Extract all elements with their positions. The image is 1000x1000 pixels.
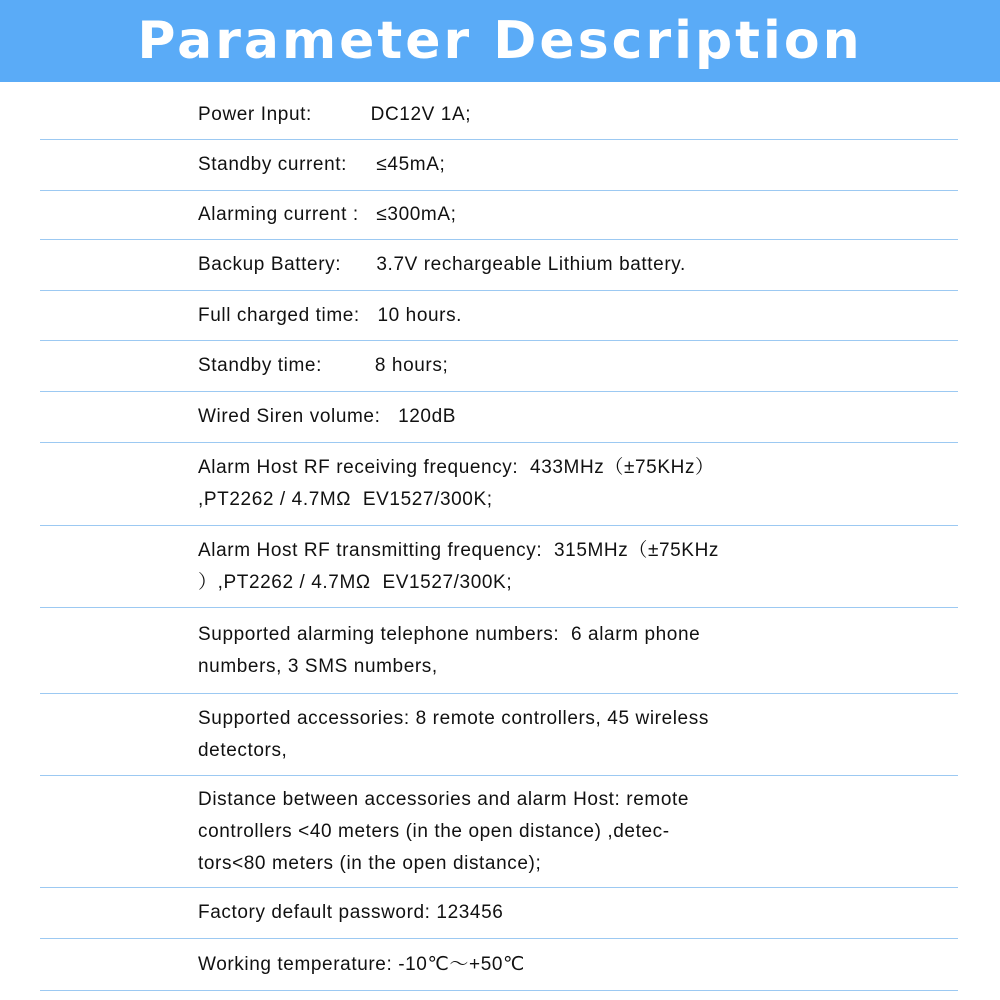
- param-row-standby-current: [40, 140, 958, 191]
- param-row-power-input: [40, 82, 958, 140]
- param-row-telephone-numbers: [40, 608, 958, 694]
- param-text: Supported accessories: 8 remote controllers, 45 wireless detectors,: [198, 707, 709, 761]
- page-title: Parameter Description: [137, 11, 863, 71]
- param-text: Alarm Host RF receiving frequency: 433MHz（±75KHz） ,PT2262 / 4.7MΩ EV1527/300K;: [198, 457, 715, 510]
- param-row-alarming-current: [40, 191, 958, 240]
- param-text: Distance between accessories and alarm Host: remote controllers <40 meters (in the open distance) ,detec- tors<80 meters (in the open distance);: [198, 788, 690, 874]
- param-text: Standby time: 8 hours;: [198, 355, 449, 376]
- param-text: Wired Siren volume: 120dB: [198, 406, 457, 427]
- header-banner: [0, 0, 1000, 82]
- param-text: Power Input: DC12V 1A;: [198, 103, 472, 125]
- param-row-backup-battery: [40, 240, 958, 291]
- param-text: Alarming current : ≤300mA;: [198, 204, 457, 225]
- param-text: Backup Battery: 3.7V rechargeable Lithium battery.: [198, 254, 686, 275]
- param-text: Working temperature: -10℃～+50℃: [198, 953, 525, 975]
- param-text: Supported alarming telephone numbers: 6 alarm phone numbers, 3 SMS numbers,: [198, 623, 701, 677]
- param-text: Factory default password: 123456: [198, 902, 504, 923]
- param-text: Standby current: ≤45mA;: [198, 154, 446, 175]
- param-row-default-password: [40, 888, 958, 939]
- param-row-rf-receiving: [40, 443, 958, 526]
- param-row-accessories: [40, 694, 958, 776]
- param-row-rf-transmitting: [40, 526, 958, 608]
- parameter-list: [0, 82, 1000, 991]
- param-text: Alarm Host RF transmitting frequency: 315MHz（±75KHz ）,PT2262 / 4.7MΩ EV1527/300K;: [198, 539, 720, 593]
- param-row-distance: [40, 776, 958, 888]
- param-row-working-temperature: [40, 939, 958, 991]
- param-row-full-charged-time: [40, 291, 958, 341]
- param-row-standby-time: [40, 341, 958, 392]
- param-row-siren-volume: [40, 392, 958, 443]
- param-text: Full charged time: 10 hours.: [198, 304, 463, 326]
